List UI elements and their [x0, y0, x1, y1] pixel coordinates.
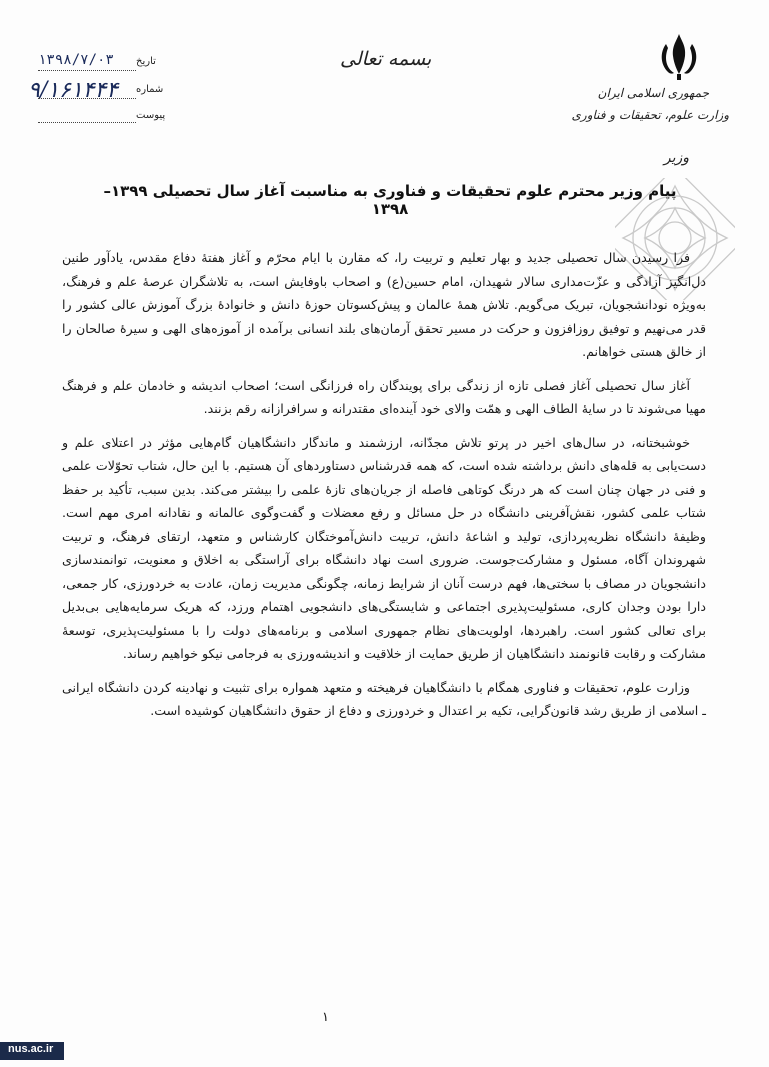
number-value: ۹/۱۶۱۴۴۴	[28, 78, 119, 103]
agency-line-minister: وزیر	[663, 150, 689, 166]
iran-emblem-icon	[652, 30, 706, 82]
basmala-heading: بسمه تعالی	[340, 48, 432, 70]
number-underline	[38, 98, 136, 99]
body-paragraph: وزارت علوم، تحقیقات و فناوری همگام با دانشگاهیان فرهیخته و متعهد همواره برای تثبیت و نهادینه کردن دانشگاه ایرانی ـ اسلامی از طریق رشد قانون‌گرایی، تکیه بر اعتدال و خردورزی و دفاع از حقوق دانشگاهیان کوشیده است.	[62, 679, 706, 718]
site-watermark-text: nus.ac.ir	[8, 1043, 54, 1055]
page-number: ۱	[322, 1010, 329, 1025]
agency-line-country: جمهوری اسلامی ایران	[597, 86, 709, 100]
number-label: شماره	[136, 84, 164, 95]
letter-body	[62, 246, 706, 733]
date-label: تاریخ	[136, 56, 156, 67]
date-underline	[38, 70, 136, 71]
attachment-underline	[38, 122, 136, 123]
body-paragraph: خوشبختانه، در سال‌های اخیر در پرتو تلاش مجدّانه، ارزشمند و ماندگار دانشگاهیان گام‌هایی مؤثر در اعتلای علم و دست‌یابی به قله‌های دانش برداشته شده است، که همه قدرشناس دستاوردهای آن هستیم. با این حال، شتاب تحوّلات علمی و فنی در جهان چنان است که هر درنگ کوتاهی فاصله از جریان‌های تازهٔ علمی را بیشتر می‌کند. بدین سبب، تأکید بر حفظ شتاب علمی کشور، نقش‌آفرینی دانشگاه در حل مسائل و رفع معضلات و گفت‌وگوی عالمانه و نقادانه امری مهم است. وظیفهٔ دانشگاه نظریه‌پردازی، تولید و اشاعهٔ دانش، تربیت دانش‌آموختگان کارشناس و متعهد، ارتقای فرهنگ، و تربیت شهروندان آگاه، مسئول و مشارکت‌جوست. ضروری است نهاد دانشگاه برای آراستگی به اخلاق و معنویت، توانمندسازی دانشجویان در مصاف با سختی‌ها، فهم درست آنان از شرایط زمانه، چگونگی مدیریت زمان، عادت به خردورزی، کار جمعی، دارا بودن وجدان کاری، مسئولیت‌پذیری اجتماعی و شایستگی‌های دانشجویی اهتمام ورزد، که هریک سرمایه‌هایی بی‌بدیل برای تعالی کشور است. راهبردها، اولویت‌های نظام جمهوری اسلامی و برنامه‌های دولت را با مسئولیت‌پذیری، توسعهٔ مشارکت و رقابت قانونمند دانشگاهیان از طریق حمایت از خلاقیت و اندیشه‌ورزی به فرجامی نیکو خواهیم رساند.	[62, 434, 706, 661]
attachment-label: پیوست	[136, 110, 166, 121]
agency-line-ministry: وزارت علوم، تحقیقات و فناوری	[571, 108, 729, 122]
letter-title: پیام وزیر محترم علوم تحقیقات و فناوری به مناسبت آغاز سال تحصیلی ۱۳۹۹–۱۳۹۸	[103, 182, 677, 218]
body-paragraph: آغاز سال تحصیلی آغاز فصلی تازه از زندگی برای پویندگان راه فرزانگی است؛ اصحاب اندیشه و خادمان علم و فرهنگ مهیا می‌شوند تا در سایهٔ الطاف الهی و همّت والای خود آینده‌ای مقتدرانه و سرافرازانه رقم بزنند.	[62, 377, 706, 416]
date-value: ۱۳۹۸/۷/۰۳	[38, 52, 114, 68]
body-paragraph: فرا رسیدن سال تحصیلی جدید و بهار تعلیم و تربیت را، که مقارن با ایام محرّم و آغاز هفتهٔ دفاع مقدس، یادآور طنین دل‌انگیز آزادگی و عزّت‌مداری سالار شهیدان، امام حسین(ع) و اصحاب باوفایش است، به تلاشگران عرصهٔ علم و فرهنگ، به‌ویژه نودانشجویان، تبریک می‌گویم. تلاش همهٔ عالمان و پیش‌کسوتان حوزهٔ دانش و خانوادهٔ بزرگ آموزش عالی کشور را قدر می‌نهیم و توفیق روزافزون و حرکت در مسیر تحقق آرمان‌های بلند انسانی برآمده از آموزه‌های الهی و سیرهٔ صالحان را از خالق هستی خواهانم.	[62, 250, 706, 359]
